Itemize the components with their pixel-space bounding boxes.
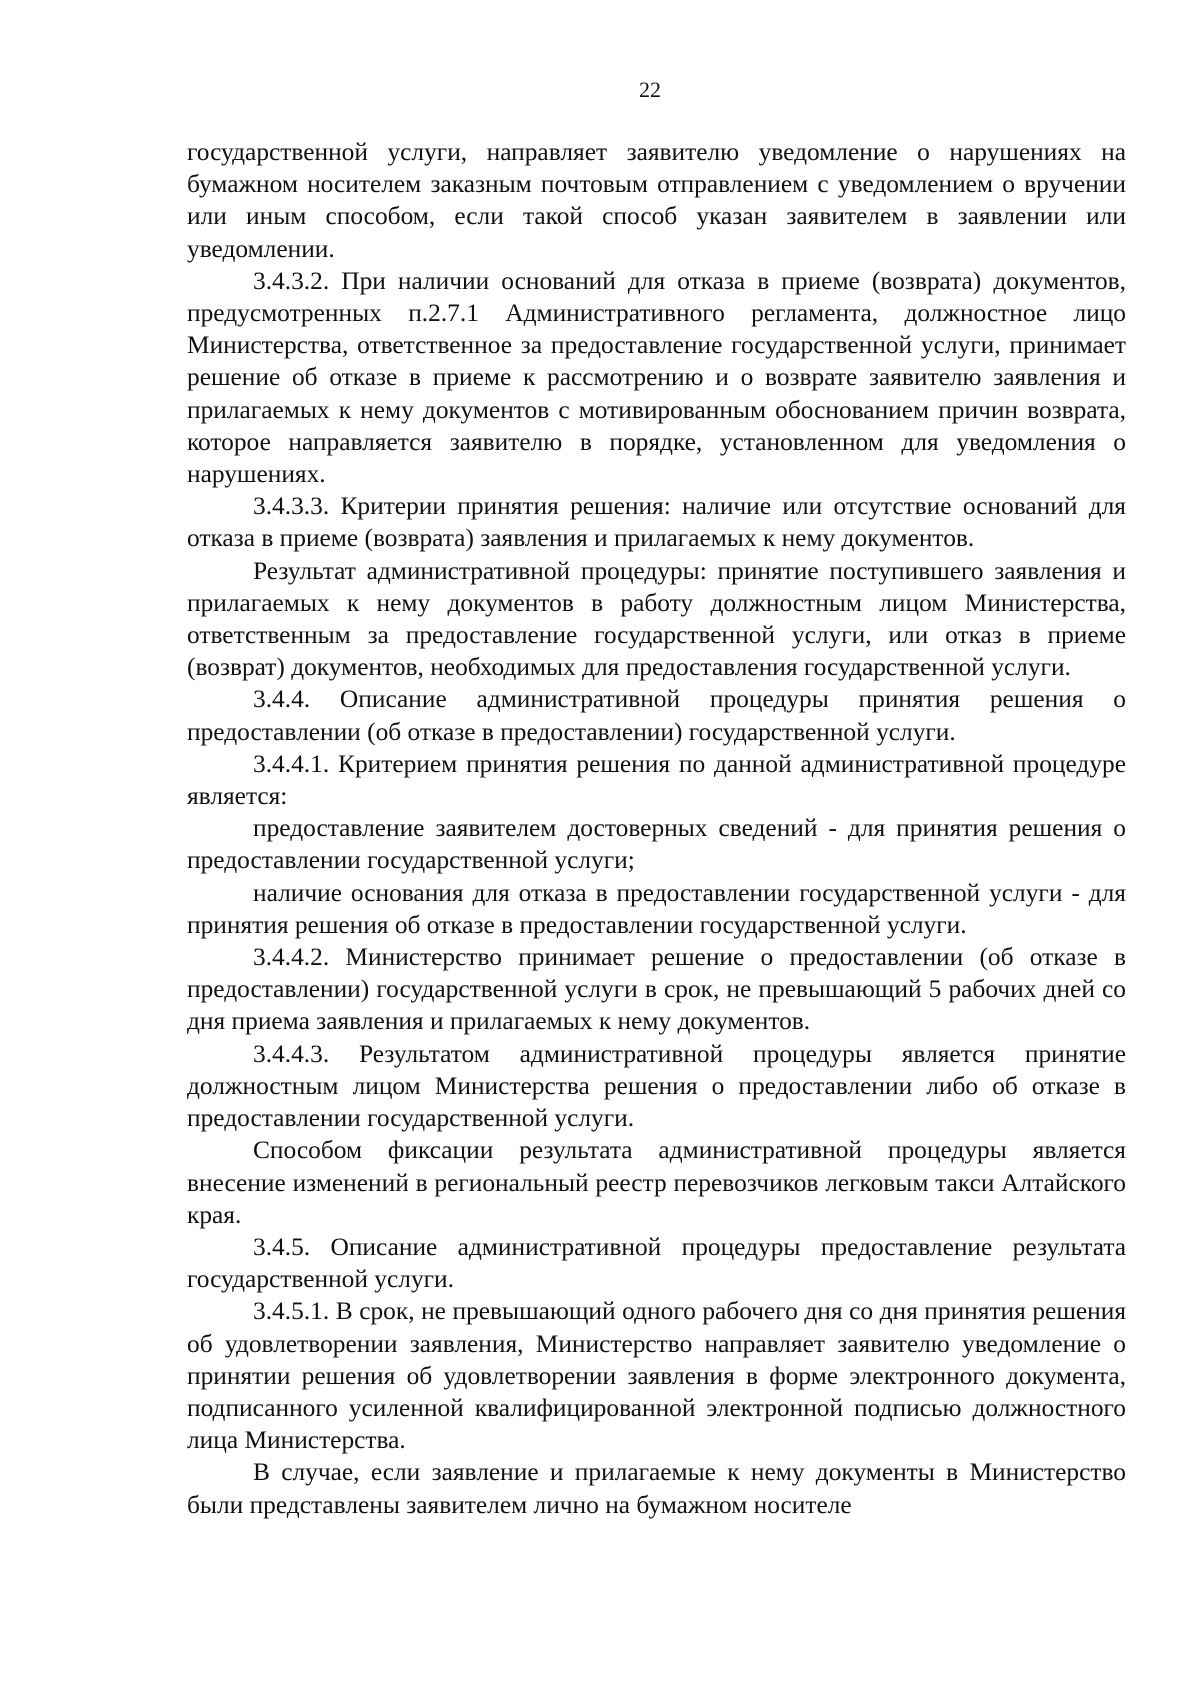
paragraph-3-4-4-2: 3.4.4.2. Министерство принимает решение о предоставлении (об отказе в предоставлении) государственной услуги в срок, не превышающий 5 рабочих дней со дня приема заявления и прилагаемых к нему документов. [187,943,1126,1036]
paragraph-criterion-grant: предоставление заявителем достоверных сведений - для принятия решения о предоставлении государственной услуги; [187,814,1126,875]
paragraph-3-4-3-2: 3.4.3.2. При наличии оснований для отказа в приеме (возврата) документов, предусмотренных п.2.7.1 Административного регламента, должностное лицо Министерства, ответственное за предоставление государственной услуги, принимает решение об отказе в приеме к рассмотрению и о возврате заявителю заявления и прилагаемых к нему документов с мотивированным обоснованием причин возврата, которое направляется заявителю в порядке, установленном для уведомления о нарушениях. [187,266,1126,489]
paragraph-procedure-result: Результат административной процедуры: принятие поступившего заявления и прилагаемых к нему документов в работу должностным лицом Министерства, ответственным за предоставление государственной услуги, или отказ в приеме (возврат) документов, необходимых для предоставления государственной услуги. [187,556,1126,682]
document-body [187,136,1126,1521]
page-number: 22 [639,77,661,102]
paragraph-3-4-4-3: 3.4.4.3. Результатом административной процедуры является принятие должностным лицом Министерства решения о предоставлении либо об отказе в предоставлении государственной услуги. [187,1039,1126,1133]
paragraph-3-4-4: 3.4.4. Описание административной процедуры принятия решения о предоставлении (об отказе в предоставлении) государственной услуги. [187,685,1126,746]
paragraph-3-4-5-1: 3.4.5.1. В срок, не превышающий одного рабочего дня со дня принятия решения об удовлетворении заявления, Министерство направляет заявителю уведомление о принятии решения об удовлетворении заявления в форме электронного документа, подписанного усиленной квалифицированной электронной подписью должностного лица Министерства. [187,1297,1126,1455]
paragraph-criterion-refusal: наличие основания для отказа в предоставлении государственной услуги - для принятия решения об отказе в предоставлении государственной услуги. [187,878,1126,939]
paragraph-continuation: государственной услуги, направляет заявителю уведомление о нарушениях на бумажном носителем заказным почтовым отправлением с уведомлением о вручении или иным способом, если такой способ указан заявителем в заявлении или уведомлении. [187,138,1126,263]
paragraph-3-4-3-3: 3.4.3.3. Критерии принятия решения: наличие или отсутствие оснований для отказа в приеме (возврата) заявления и прилагаемых к нему документов. [187,492,1126,553]
paragraph-3-4-5: 3.4.5. Описание административной процедуры предоставление результата государственной услуги. [187,1232,1126,1294]
paragraph-paper-submission: В случае, если заявление и прилагаемые к нему документы в Министерство были представлены заявителем лично на бумажном носителе [187,1458,1126,1519]
paragraph-fixation-method: Способом фиксации результата административной процедуры является внесение изменений в региональный реестр перевозчиков легковым такси Алтайского края. [187,1136,1126,1229]
paragraph-3-4-4-1: 3.4.4.1. Критерием принятия решения по данной административной процедуре является: [187,749,1126,811]
